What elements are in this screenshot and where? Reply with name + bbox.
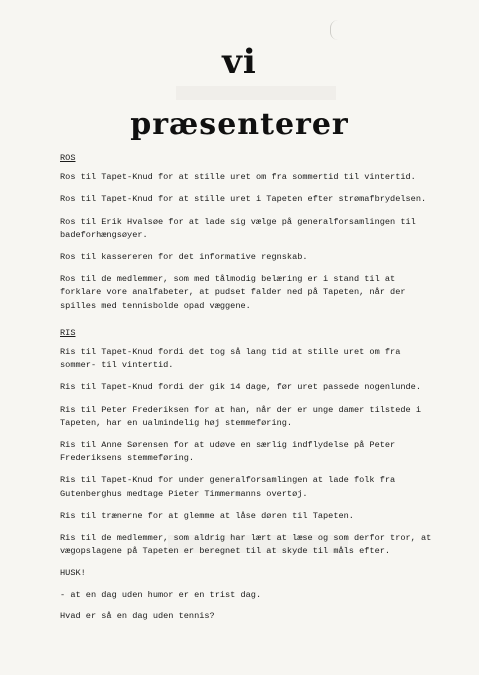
- ris-item: Ris til Tapet-Knud for under generalforsamlingen at lade folk fra Gutenberghus medtage Pieter Timmermanns overtøj.: [60, 475, 396, 499]
- title-praesenterer: præsenterer: [130, 107, 349, 142]
- ris-item: Ris til Peter Frederiksen for at han, når der er unge damer tilstede i Tapeten, har en ualmindelig høj stemmeføring.: [60, 404, 421, 428]
- bleed-through-block: [176, 86, 336, 100]
- ros-item: Ros til Tapet-Knud for at stille uret i Tapeten efter strømafbrydelsen.: [60, 194, 427, 205]
- ris-item: Ris til Anne Sørensen for at udøve en særlig indflydelse på Peter Frederiksens stemmeføring.: [60, 440, 396, 464]
- ros-item: Ros til Tapet-Knud for at stille uret om fra sommertid til vintertid.: [60, 172, 416, 183]
- ris-item: Ris til Tapet-Knud fordi det tog så lang tid at stille uret om fra sommer- til vintertid.: [60, 347, 401, 371]
- husk-heading: HUSK!: [60, 568, 86, 579]
- document-body: [60, 152, 440, 631]
- title-vi: vi: [222, 42, 257, 82]
- ros-item: Ros til kassereren for det informative regnskab.: [60, 252, 308, 263]
- ros-item: Ros til Erik Hvalsøe for at lade sig vælge på generalforsamlingen til badeforhængsøyer.: [60, 216, 416, 240]
- ris-item: Ris til trænerne for at glemme at låse døren til Tapeten.: [60, 510, 354, 521]
- ros-item: Ros til de medlemmer, som med tålmodig belæring er i stand til at forklare vore analfabeter, at pudset falder ned på Tapeten, når der spilles med tennisbolde opad væggene.: [60, 274, 406, 311]
- ris-heading: RIS: [60, 327, 76, 338]
- ros-heading: ROS: [60, 153, 76, 163]
- ris-item: Ris til Tapet-Knud fordi der gik 14 dage, før uret passede nogenlunde.: [60, 382, 421, 393]
- husk-line: - at en dag uden humor er en trist dag.: [60, 589, 262, 600]
- corner-mark: [330, 20, 343, 40]
- ris-item: Ris til de medlemmer, som aldrig har lært at læse og som derfor tror, at vægopslagene på Tapeten er beregnet til at skyde til måls efter.: [60, 533, 432, 557]
- husk-question: Hvad er så en dag uden tennis?: [60, 610, 215, 621]
